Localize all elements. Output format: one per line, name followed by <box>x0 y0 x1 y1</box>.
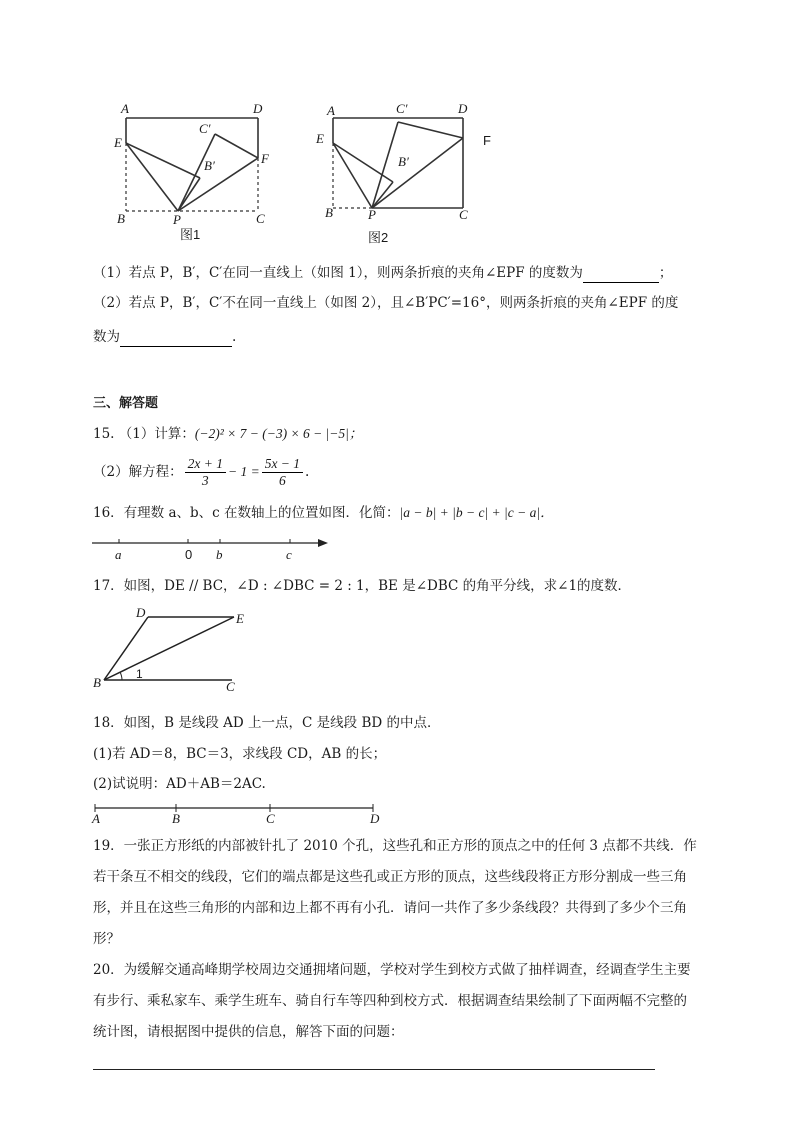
q14-part1-end: ； <box>658 265 673 281</box>
fig1-label-b-prime: B′ <box>204 158 215 173</box>
q15-frac1-denominator: 3 <box>201 473 209 488</box>
q14-part1-blank[interactable] <box>583 268 659 283</box>
q19-line-3: 形，并且在这些三角形的内部和边上都不再有小孔．请问一共作了多少条线段？共得到了多少个三角 <box>93 900 687 916</box>
section-title: 三、解答题 <box>93 396 159 411</box>
fig1-caption: 图1 <box>180 227 201 242</box>
fig2-label-d: D <box>458 101 468 116</box>
fig1-label-e: E <box>114 135 122 150</box>
axis-label-zero: 0 <box>185 547 193 562</box>
q20-line-3: 统计图，请根据图中提供的信息，解答下面的问题： <box>93 1024 404 1040</box>
q15-expression: (−2)² × 7 − (−3) × 6 − |−5|； <box>194 426 363 441</box>
q15-line1-prefix: 15. （1）计算： <box>93 426 195 442</box>
q19-line-1: 19．一张正方形纸的内部被针扎了 2010 个孔，这些孔和正方形的顶点之中的任何 3 点都不共线．作 <box>93 838 697 854</box>
segment-label-b: B <box>172 811 180 826</box>
segment-label-d: D <box>370 811 380 826</box>
q16-expression: |a − b| + |b − c| + |c − a|． <box>399 505 554 520</box>
q14-part1-text: （1）若点 P，B′，C′在同一直线上（如图 1），则两条折痕的夹角∠EPF 的度数为 <box>93 265 583 281</box>
segment-label-a: A <box>92 811 100 826</box>
q15-frac2-denominator: 6 <box>278 473 286 488</box>
q17-label-d: D <box>136 605 146 620</box>
q18-text: 18．如图，B 是线段 AD 上一点，C 是线段 BD 的中点． <box>93 715 441 731</box>
q15-line1 <box>93 424 362 444</box>
q15-line2-prefix: （2）解方程： <box>93 464 183 480</box>
fig1-label-p: P <box>173 212 181 227</box>
q17-angle-1-label: 1 <box>136 667 143 681</box>
fig1-label-d: D <box>253 101 263 116</box>
q16-question: 16．有理数 a、b、c 在数轴上的位置如图．化简： <box>93 505 400 521</box>
fig1-label-a: A <box>121 101 129 116</box>
q17-label-c: C <box>226 679 235 694</box>
fig2-label-c-prime: C′ <box>396 101 408 116</box>
q19-line-4: 形？ <box>93 931 120 947</box>
segment-label-c: C <box>266 811 275 826</box>
axis-label-b: b <box>216 547 223 562</box>
q18-part2: (2)试说明：AD＋AB＝2AC. <box>93 776 266 792</box>
q17-label-b: B <box>93 675 101 690</box>
q16-text <box>93 503 554 523</box>
q15-frac2-numerator: 5x − 1 <box>262 456 303 473</box>
q17-label-e: E <box>236 611 244 626</box>
fig1-label-b: B <box>117 211 125 226</box>
q15-fraction-1 <box>185 456 226 489</box>
fig2-label-f: F <box>483 133 491 148</box>
q14-part1 <box>93 263 672 283</box>
q20-line-1: 20．为缓解交通高峰期学校周边交通拥堵问题，学校对学生到校方式做了抽样调查，经调查学生主要 <box>93 962 691 978</box>
q19-line-2: 若干条互不相交的线段，它们的端点都是这些孔或正方形的顶点，这些线段将正方形分割成一些三角 <box>93 869 687 885</box>
fig2-label-p: P <box>368 207 376 222</box>
axis-label-a: a <box>115 547 122 562</box>
fig1-label-f: F <box>261 151 269 166</box>
fig1-label-c-prime: C′ <box>199 121 211 136</box>
fig2-caption: 图2 <box>368 230 389 245</box>
q20-line-2: 有步行、乘私家车、乘学生班车、骑自行车等四种到校方式．根据调查结果绘制了下面两幅不完整的 <box>93 993 687 1009</box>
footer-divider <box>93 1069 655 1070</box>
q14-part2-end: . <box>232 329 237 345</box>
fig1-label-c: C <box>256 211 265 226</box>
q14-part2-line2 <box>93 327 236 347</box>
fig2-label-e: E <box>316 131 324 146</box>
fig2-label-c: C <box>459 207 468 222</box>
q15-line2-end: . <box>305 464 310 480</box>
q14-part2-blank[interactable] <box>120 332 232 347</box>
figure-1 <box>126 118 258 211</box>
q15-line2 <box>93 456 309 488</box>
segment-ad <box>93 802 383 814</box>
fig2-label-b-prime: B′ <box>398 154 409 169</box>
q15-fraction-2 <box>262 456 303 489</box>
fig2-label-a: A <box>327 103 335 118</box>
q18-part1: (1)若 AD＝8，BC＝3，求线段 CD，AB 的长； <box>93 746 387 762</box>
q15-equation-middle: − 1 = <box>227 464 260 479</box>
q14-part2-prefix: 数为 <box>93 329 120 345</box>
q14-part2-line1: （2）若点 P，B′，C′不在同一直线上（如图 2），且∠B′PC′=16°，则两条折痕的夹角∠EPF 的度 <box>93 295 679 311</box>
number-line <box>90 536 335 552</box>
fig2-label-b: B <box>325 205 333 220</box>
axis-label-c: c <box>286 547 292 562</box>
q15-frac1-numerator: 2x + 1 <box>185 456 226 473</box>
q17-text: 17．如图，DE // BC，∠D : ∠DBC = 2 : 1，BE 是∠DBC 的角平分线，求∠1的度数． <box>93 578 632 594</box>
